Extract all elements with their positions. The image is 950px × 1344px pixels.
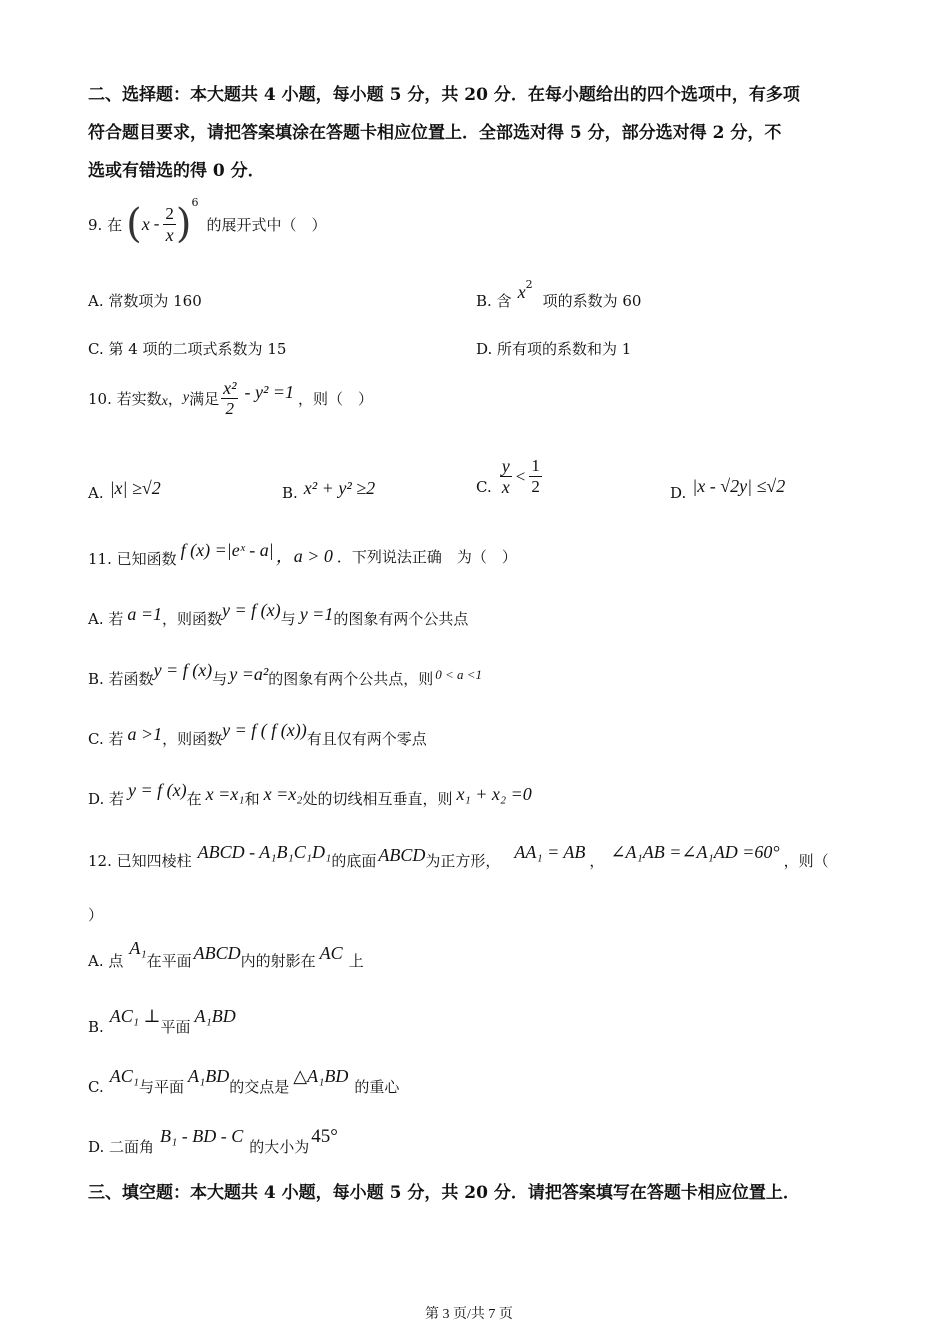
q9-x: x bbox=[141, 213, 150, 234]
q11-option-d bbox=[88, 780, 532, 809]
q10-rest: - y² =1 bbox=[244, 381, 295, 402]
q10-c-num: y bbox=[501, 456, 510, 476]
q12-b-pre: B. bbox=[88, 1017, 104, 1036]
q12-mid3: ， bbox=[589, 852, 605, 870]
q10-y: y bbox=[182, 390, 190, 405]
q10-suffix: ，则（ ） bbox=[298, 389, 374, 408]
q11-b-m2: y =a² bbox=[229, 664, 269, 684]
q9-option-b bbox=[476, 280, 641, 311]
q12-mid1: 的底面 bbox=[331, 852, 377, 870]
q10-option-c bbox=[476, 456, 542, 497]
q9-minus: - bbox=[153, 214, 160, 233]
q12-d-m2: 45° bbox=[311, 1125, 338, 1147]
q9-suffix: 的展开式中（ ） bbox=[206, 215, 327, 234]
q12-b-m2: A₁BD bbox=[194, 1006, 236, 1026]
q12-d-mid: 的大小为 bbox=[249, 1138, 310, 1156]
q11-func: f (x) =|eˣ - a| bbox=[180, 540, 274, 560]
q10-comma: ， bbox=[167, 389, 183, 408]
q12-a-suf: 上 bbox=[348, 952, 364, 970]
q11-b-mid: 与 bbox=[212, 670, 228, 688]
q11-a-mid: ，则函数 bbox=[162, 610, 223, 628]
q12-mid2: 为正方形， bbox=[425, 852, 501, 870]
q10-c-den2: 2 bbox=[531, 477, 540, 496]
q11-a-mid2: 与 bbox=[280, 610, 296, 628]
q10-option-b bbox=[282, 474, 375, 502]
q11-cond: ，a > 0 bbox=[275, 545, 333, 566]
q9-exponent: 6 bbox=[191, 195, 199, 209]
q12-c-suf: 的重心 bbox=[354, 1078, 400, 1096]
q11-c-m1: a >1 bbox=[127, 724, 163, 744]
q9-frac-den: x bbox=[165, 224, 174, 245]
q10-a-label: A. bbox=[88, 484, 104, 502]
q11-b-pre: B. 若函数 bbox=[88, 670, 154, 688]
q12-prefix: 12. 已知四棱柱 bbox=[88, 852, 192, 870]
q11-d-m4: x₁ + x₂ =0 bbox=[456, 784, 532, 804]
q11-c-m2: y = f ( f (x)) bbox=[222, 720, 307, 740]
q12-m1: ABCD - A₁B₁C₁D₁ bbox=[197, 842, 332, 862]
q12-option-d bbox=[88, 1116, 338, 1157]
q12-d-pre: D. 二面角 bbox=[88, 1138, 155, 1156]
q11-d-mid: 在 bbox=[186, 790, 202, 808]
q11-a-suf: 的图象有两个公共点 bbox=[333, 610, 469, 628]
section2-line1: 二、选择题：本大题共 4 小题，每小题 5 分，共 20 分．在每小题给出的四个选项中，有多项 bbox=[88, 85, 800, 105]
q10-a-expr: |x| ≥√2 bbox=[109, 477, 161, 498]
q10-frac-num: x² bbox=[223, 377, 237, 398]
q11-option-a bbox=[88, 600, 468, 629]
q10-b-label: B. bbox=[282, 484, 298, 502]
q12-stem bbox=[88, 840, 829, 871]
q12-option-b bbox=[88, 996, 236, 1037]
q10-c-label: C. bbox=[476, 477, 492, 496]
q11-prefix: 11. 已知函数 bbox=[88, 550, 177, 568]
q9-b-x: x bbox=[517, 282, 526, 302]
q12-b-m1: AC₁ ⊥ bbox=[109, 1006, 161, 1026]
q11-c-mid: ，则函数 bbox=[162, 730, 223, 748]
q9-option-a: A. 常数项为 160 bbox=[88, 292, 202, 310]
q12-a-m1: A₁ bbox=[129, 938, 147, 958]
q11-d-m3: x =x₂ bbox=[263, 784, 303, 804]
q11-d-pre: D. 若 bbox=[88, 790, 125, 808]
q12-d-m1: B₁ - BD - C bbox=[160, 1126, 244, 1146]
q11-suffix: ．下列说法正确 为（ ） bbox=[336, 548, 517, 566]
q11-d-m1: y = f (x) bbox=[128, 780, 187, 800]
q10-d-expr: |x - √2y| ≤√2 bbox=[692, 475, 786, 496]
q11-option-b bbox=[88, 660, 482, 689]
q12-a-mid2: 内的射影在 bbox=[240, 952, 316, 970]
q12-c-m2: A₁BD bbox=[188, 1066, 230, 1086]
q11-a-m1: a =1 bbox=[127, 604, 163, 624]
q10-mid: 满足 bbox=[189, 389, 220, 408]
q10-fraction bbox=[221, 378, 238, 419]
q11-b-m3: 0 < a <1 bbox=[435, 666, 483, 682]
section2-line3: 选或有错选的得 0 分． bbox=[88, 161, 265, 181]
q10-x: x bbox=[161, 394, 168, 409]
q11-a-pre: A. 若 bbox=[88, 610, 124, 628]
q9-fraction bbox=[163, 204, 176, 245]
q11-b-m1: y = f (x) bbox=[153, 660, 213, 680]
q9-prefix: 9. 在 bbox=[88, 215, 123, 234]
q10-prefix: 10. 若实数 bbox=[88, 389, 162, 408]
q12-suffix: ，则（ bbox=[783, 852, 829, 870]
q11-c-suf: 有且仅有两个零点 bbox=[306, 730, 427, 748]
q12-c-pre: C. bbox=[88, 1077, 104, 1096]
q9-b-suffix: 项的系数为 60 bbox=[542, 292, 642, 310]
q11-a-m2: y = f (x) bbox=[222, 600, 281, 620]
q9-b-sup: 2 bbox=[525, 278, 533, 291]
q12-a-pre: A. 点 bbox=[88, 952, 124, 970]
q11-d-mid2: 和 bbox=[244, 790, 260, 808]
q12-m3: AA₁ = AB bbox=[514, 842, 586, 862]
q12-c-mid2: 的交点是 bbox=[229, 1078, 290, 1096]
q12-a-m2: ABCD bbox=[193, 943, 241, 963]
q12-a-m3: AC bbox=[319, 943, 343, 963]
q11-d-m2: x =x₁ bbox=[205, 784, 245, 804]
q12-c-m3: △A₁BD bbox=[293, 1066, 349, 1086]
q10-c-op: < bbox=[515, 466, 526, 486]
section3-line1: 三、填空题：本大题共 4 小题，每小题 5 分，共 20 分．请把答案填写在答题卡相应位置上． bbox=[88, 1183, 800, 1203]
q9-frac-num: 2 bbox=[165, 203, 174, 223]
q12-c-m1: AC₁ bbox=[109, 1066, 139, 1086]
q12-m4: ∠A₁AB =∠A₁AD =60° bbox=[610, 842, 780, 862]
q12-b-mid: 平面 bbox=[160, 1018, 191, 1036]
q10-frac-den: 2 bbox=[225, 398, 235, 418]
q10-c-frac2 bbox=[529, 456, 542, 497]
page-footer: 第 3 页/共 7 页 bbox=[425, 1307, 513, 1322]
q10-c-num2: 1 bbox=[531, 456, 540, 475]
q9-option-d: D. 所有项的系数和为 1 bbox=[476, 340, 632, 358]
q11-d-suf: 处的切线相互垂直，则 bbox=[302, 790, 453, 808]
q10-stem bbox=[88, 374, 373, 422]
q12-m2: ABCD bbox=[378, 845, 426, 865]
q12-close: ） bbox=[88, 906, 104, 924]
q9-option-c: C. 第 4 项的二项式系数为 15 bbox=[88, 340, 287, 358]
q12-c-mid: 与平面 bbox=[138, 1078, 184, 1096]
q10-c-frac1 bbox=[500, 456, 512, 497]
q11-b-suf: 的图象有两个公共点，则 bbox=[268, 670, 434, 688]
q11-option-c bbox=[88, 720, 427, 749]
q10-d-label: D. bbox=[670, 484, 687, 502]
left-paren: ( bbox=[126, 201, 142, 247]
q10-c-den: x bbox=[501, 477, 510, 497]
q12-option-a bbox=[88, 936, 364, 971]
q12-option-c bbox=[88, 1056, 399, 1097]
q10-option-d bbox=[670, 470, 785, 502]
q11-a-m3: y =1 bbox=[299, 604, 334, 624]
q10-b-expr: x² + y² ≥2 bbox=[303, 477, 376, 498]
q9-stem bbox=[88, 195, 327, 248]
q9-b-prefix: B. 含 bbox=[476, 292, 512, 310]
q11-stem bbox=[88, 540, 517, 569]
q10-option-a bbox=[88, 474, 161, 502]
section2-line2: 符合题目要求，请把答案填涂在答题卡相应位置上．全部选对得 5 分，部分选对得 2 分，不 bbox=[88, 123, 782, 143]
q11-c-pre: C. 若 bbox=[88, 730, 124, 748]
q12-a-mid: 在平面 bbox=[146, 952, 192, 970]
right-paren: ) bbox=[175, 201, 192, 247]
